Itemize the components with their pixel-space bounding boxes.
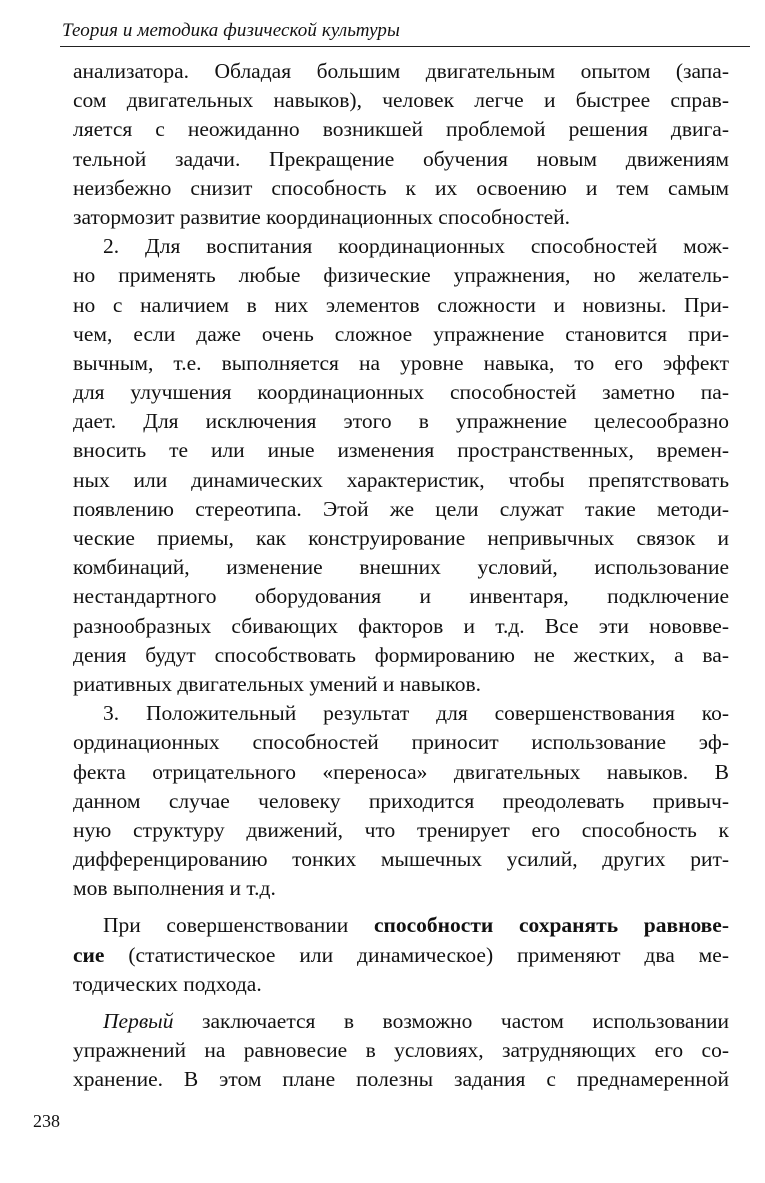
text-line: сом двигательных навыков), человек легче и быстрее справ- [73,88,729,113]
body-text [73,57,729,1095]
text-line: 3. Положительный результат для совершенствования ко- [103,701,729,726]
text-line: фекта отрицательного «переноса» двигательных навыков. В [73,759,729,784]
text-line: данном случае человеку приходится преодолевать привыч- [73,788,729,813]
text-line: 2. Для воспитания координационных способностей мож- [103,234,729,259]
text-run: При совершенствовании [103,913,374,938]
text-line: вносить те или иные изменения пространственных, времен- [73,438,729,463]
text-line: затормозит развитие координационных способностей. [73,204,571,229]
paragraph-spacer [73,903,729,911]
text-line: тодических подхода. [73,971,262,996]
italic-term: Первый [103,1009,174,1033]
text-run: (статистическое или динамическое) применяют два ме- [104,942,729,967]
text-line: но с наличием в них элементов сложности и новизны. При- [73,292,729,317]
text-line: появлению стереотипа. Этой же цели служат такие методи- [73,496,729,521]
text-line: комбинаций, изменение внешних условий, использование [73,555,729,580]
paragraph-5 [73,1007,729,1095]
text-line: дает. Для исключения этого в упражнение целесообразно [73,409,729,434]
text-line: тельной задачи. Прекращение обучения новым движениям [73,146,729,171]
text-line [73,911,729,940]
paragraph-2 [73,232,729,699]
bold-term: сие [73,942,105,967]
text-line: но применять любые физические упражнения, но желатель- [73,263,729,288]
text-line: анализатора. Обладая большим двигательным опытом (запа- [73,59,729,83]
text-line: ляется с неожиданно возникшей проблемой решения двига- [73,117,729,142]
page-number: 238 [33,1111,60,1131]
text-line: неизбежно снизит способность к их освоению и тем самым [73,175,729,200]
text-line: ных или динамических характеристик, чтобы препятствовать [73,467,729,492]
text-line: ческие приемы, как конструирование непривычных связок и [73,526,729,550]
header-rule [60,46,750,47]
text-line: ординационных способностей приносит использование эф- [73,730,729,755]
paragraph-1 [73,57,729,232]
text-line: дения будут способствовать формированию не жестких, а ва- [73,642,729,667]
text-line: вычным, т.е. выполняется на уровне навыка, то его эффект [73,350,729,375]
text-line: разнообразных сбивающих факторов и т.д. Все эти нововве- [73,613,729,638]
text-run: заключается в возможно частом использовании [173,1009,729,1033]
text-line: для улучшения координационных способностей заметно па- [73,380,729,405]
text-line: хранение. В этом плане полезны задания с преднамеренной [73,1067,729,1092]
text-line [73,941,729,970]
text-line: чем, если даже очень сложное упражнение становится при- [73,321,729,346]
text-line: риативных двигательных умений и навыков. [73,671,481,696]
bold-term: способности сохранять равнове- [373,913,729,938]
paragraph-spacer [73,999,729,1007]
text-line: упражнений на равновесие в условиях, затрудняющих его со- [73,1038,729,1063]
text-line: мов выполнения и т.д. [73,876,276,901]
paragraph-3 [73,699,729,903]
text-line: дифференцированию тонких мышечных усилий, других рит- [73,847,729,872]
running-header: Теория и методика физической культуры [62,20,400,41]
text-line: нестандартного оборудования и инвентаря, подключение [73,584,729,609]
paragraph-4 [73,911,729,999]
text-line: ную структуру движений, что тренирует его способность к [73,817,729,842]
text-line [73,1007,729,1036]
